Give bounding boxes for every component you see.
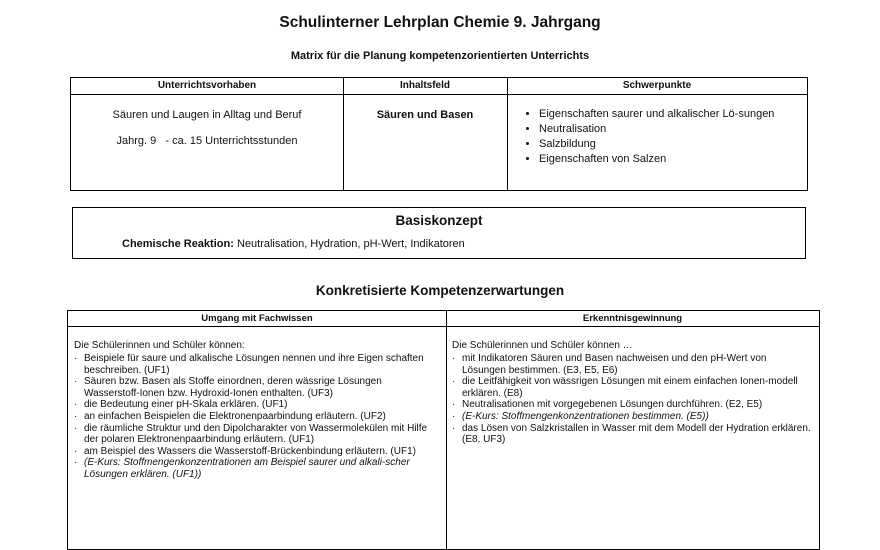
competence-text: Beispiele für saure und alkalische Lösungen nennen und ihre Eigen schaften beschreiben. (UF1)	[84, 353, 424, 376]
bullet-dot: ·	[74, 422, 78, 434]
schwerpunkte-list	[515, 107, 779, 167]
inhaltsfeld-header: Inhaltsfeld	[343, 78, 507, 95]
jahrgang-text: Jahrg. 9 - ca. 15 Unterrichtsstunden	[116, 135, 298, 147]
competence-text: mit Indikatoren Säuren und Basen nachweisen und den pH-Wert von Lösungen bestimmen. (E3, E5, E6)	[462, 353, 767, 376]
competence-item	[74, 399, 436, 411]
competences-title: Konkretisierte Kompetenzerwartungen	[315, 283, 565, 298]
planning-table	[70, 77, 808, 191]
fachwissen-column	[68, 311, 447, 549]
bullet-dot: ·	[74, 457, 78, 469]
inhaltsfeld-column	[343, 78, 508, 190]
competence-item	[74, 353, 436, 376]
vorhaben-text: Säuren und Laugen in Alltag und Beruf	[112, 109, 302, 121]
competence-table	[67, 310, 820, 550]
competence-text: die Bedeutung einer pH-Skala erklären. (UF1)	[84, 399, 288, 411]
competence-text: die räumliche Struktur und den Dipolcharakter von Wassermolekülen mit Hilfe der polaren Elektronenpaarbindung erläutern. (UF1)	[84, 422, 428, 446]
fachwissen-list	[74, 353, 436, 481]
bullet-dot: ·	[452, 353, 456, 364]
bullet-dot: ·	[74, 376, 78, 388]
competence-item	[74, 457, 436, 480]
erkenntnis-list	[452, 353, 812, 446]
basiskonzept-title: Basiskonzept	[395, 213, 483, 228]
schwerpunkt-item: • Neutralisation	[539, 122, 779, 137]
schwerpunkt-item: • Eigenschaften saurer und alkalischer Lö-sungen	[539, 107, 779, 122]
schwerpunkt-item: • Eigenschaften von Salzen	[539, 152, 779, 167]
bullet-dot: ·	[74, 399, 78, 411]
document-title: Schulinterner Lehrplan Chemie 9. Jahrgang	[279, 14, 601, 31]
basiskonzept-line	[122, 238, 465, 250]
competence-item	[452, 399, 812, 411]
competence-item	[74, 423, 436, 446]
bullet-dot: ·	[452, 399, 456, 411]
basiskonzept-box	[72, 207, 806, 259]
competence-item	[452, 353, 812, 376]
vorhaben-header: Unterrichtsvorhaben	[71, 78, 343, 95]
inhaltsfeld-text: Säuren und Basen	[376, 109, 474, 121]
bullet-dot: ·	[74, 410, 78, 422]
competence-item	[74, 376, 436, 399]
bullet-dot: ·	[452, 376, 456, 388]
erkenntnis-intro: Die Schülerinnen und Schüler können …	[452, 340, 633, 351]
schwerpunkte-header: Schwerpunkte	[507, 78, 807, 95]
competence-item	[452, 411, 812, 423]
vorhaben-column	[71, 78, 344, 190]
competence-text: Neutralisationen mit vorgegebenen Lösungen durchführen. (E2, E5)	[462, 399, 763, 411]
schwerpunkte-column	[507, 78, 807, 190]
competence-item	[74, 446, 436, 458]
competence-text: das Lösen von Salzkristallen in Wasser mit dem Modell der Hydration erklären. (E8, UF3)	[462, 422, 811, 446]
bullet-dot: ·	[452, 410, 456, 422]
competence-item	[452, 376, 812, 399]
fachwissen-intro: Die Schülerinnen und Schüler können:	[74, 340, 245, 351]
competence-text: an einfachen Beispielen die Elektronenpaarbindung erläutern. (UF2)	[84, 410, 386, 422]
erkenntnis-column	[446, 311, 819, 549]
competence-text: (E-Kurs: Stoffmengenkonzentrationen am Beispiel saurer und alkali-scher Lösungen erklären. (UF1))	[84, 457, 410, 480]
basiskonzept-text: Neutralisation, Hydration, pH-Wert, Indikatoren	[236, 238, 465, 250]
competence-item	[74, 411, 436, 423]
fachwissen-header: Umgang mit Fachwissen	[68, 311, 446, 327]
bullet-dot: ·	[452, 422, 456, 434]
competence-text: Säuren bzw. Basen als Stoffe einordnen, deren wässrige Lösungen Wasserstoff-Ionen bzw. Hydroxid-Ionen enthalten. (UF3)	[84, 376, 382, 399]
competence-item	[452, 423, 812, 446]
document-subtitle: Matrix für die Planung kompetenzorientierten Unterrichts	[290, 50, 590, 62]
schwerpunkt-item: • Salzbildung	[539, 137, 779, 152]
erkenntnis-header: Erkenntnisgewinnung	[446, 311, 819, 327]
competence-text: (E-Kurs: Stoffmengenkonzentrationen bestimmen. (E5))	[462, 410, 709, 422]
competence-text: am Beispiel des Wassers die Wasserstoff-Brückenbindung erläutern. (UF1)	[84, 445, 416, 457]
bullet-dot: ·	[74, 445, 78, 457]
bullet-dot: ·	[74, 353, 78, 364]
competence-text: die Leitfähigkeit von wässrigen Lösungen mit einem einfachen Ionen-modell erklären. (E8)	[462, 376, 798, 399]
basiskonzept-label: Chemische Reaktion:	[122, 238, 234, 250]
